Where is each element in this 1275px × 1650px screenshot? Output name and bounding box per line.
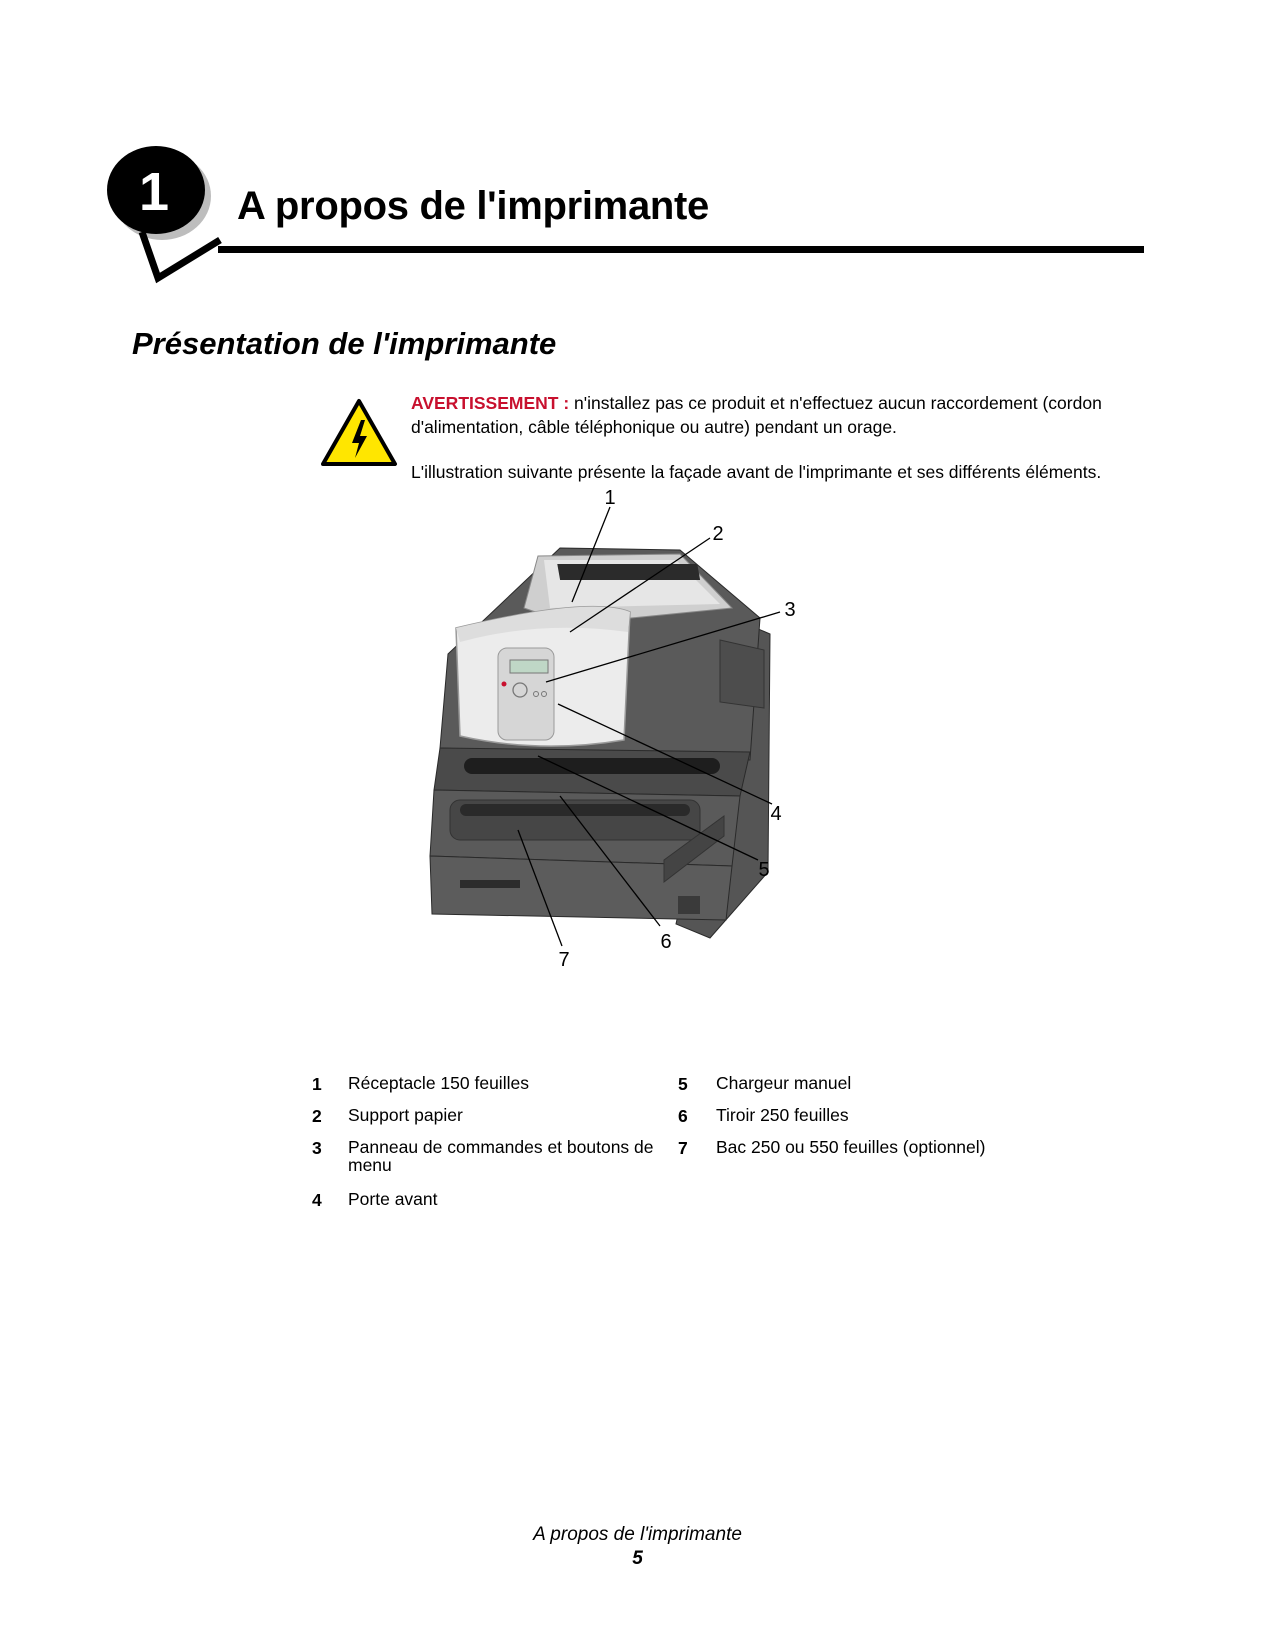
legend-label: Réceptacle 150 feuilles <box>348 1073 529 1093</box>
legend-number: 7 <box>678 1138 688 1158</box>
intro-text: L'illustration suivante présente la façade avant de l'imprimante et ses différents éléments. <box>411 462 1102 482</box>
callout-5: 5 <box>758 859 770 881</box>
legend-number: 4 <box>312 1190 322 1210</box>
legend-label: Porte avant <box>348 1189 438 1209</box>
callout-1: 1 <box>604 487 616 509</box>
electrical-hazard-icon <box>320 398 398 468</box>
callout-7: 7 <box>558 949 570 971</box>
printer-illustration <box>420 487 840 1020</box>
footer-title: A propos de l'imprimante <box>533 1524 742 1545</box>
legend-number: 2 <box>312 1106 322 1126</box>
legend-number: 5 <box>678 1074 688 1094</box>
warning-label: AVERTISSEMENT : <box>411 393 570 413</box>
legend-number: 1 <box>312 1074 322 1094</box>
chapter-rule <box>218 246 1144 253</box>
callout-2: 2 <box>712 523 724 545</box>
page-number: 5 <box>632 1548 643 1569</box>
legend-label: Tiroir 250 feuilles <box>716 1105 849 1125</box>
chapter-title: A propos de l'imprimante <box>237 184 709 228</box>
warning-text <box>411 391 1151 439</box>
callout-3: 3 <box>784 599 796 621</box>
warning-body: n'installez pas ce produit et n'effectuez aucun raccordement (cordon d'alimentation, câble téléphonique ou autre) pendant un orage. <box>411 393 1102 437</box>
legend-label: Support papier <box>348 1105 463 1125</box>
callout-6: 6 <box>660 931 672 953</box>
legend-label: Chargeur manuel <box>716 1073 852 1093</box>
legend-number: 3 <box>312 1138 322 1158</box>
section-title: Présentation de l'imprimante <box>132 326 557 361</box>
callout-4: 4 <box>770 803 782 825</box>
chapter-number: 1 <box>138 162 170 222</box>
legend-label: Bac 250 ou 550 feuilles (optionnel) <box>716 1137 986 1157</box>
legend-label: Panneau de commandes et boutons de menu <box>348 1137 654 1175</box>
legend-number: 6 <box>678 1106 688 1126</box>
